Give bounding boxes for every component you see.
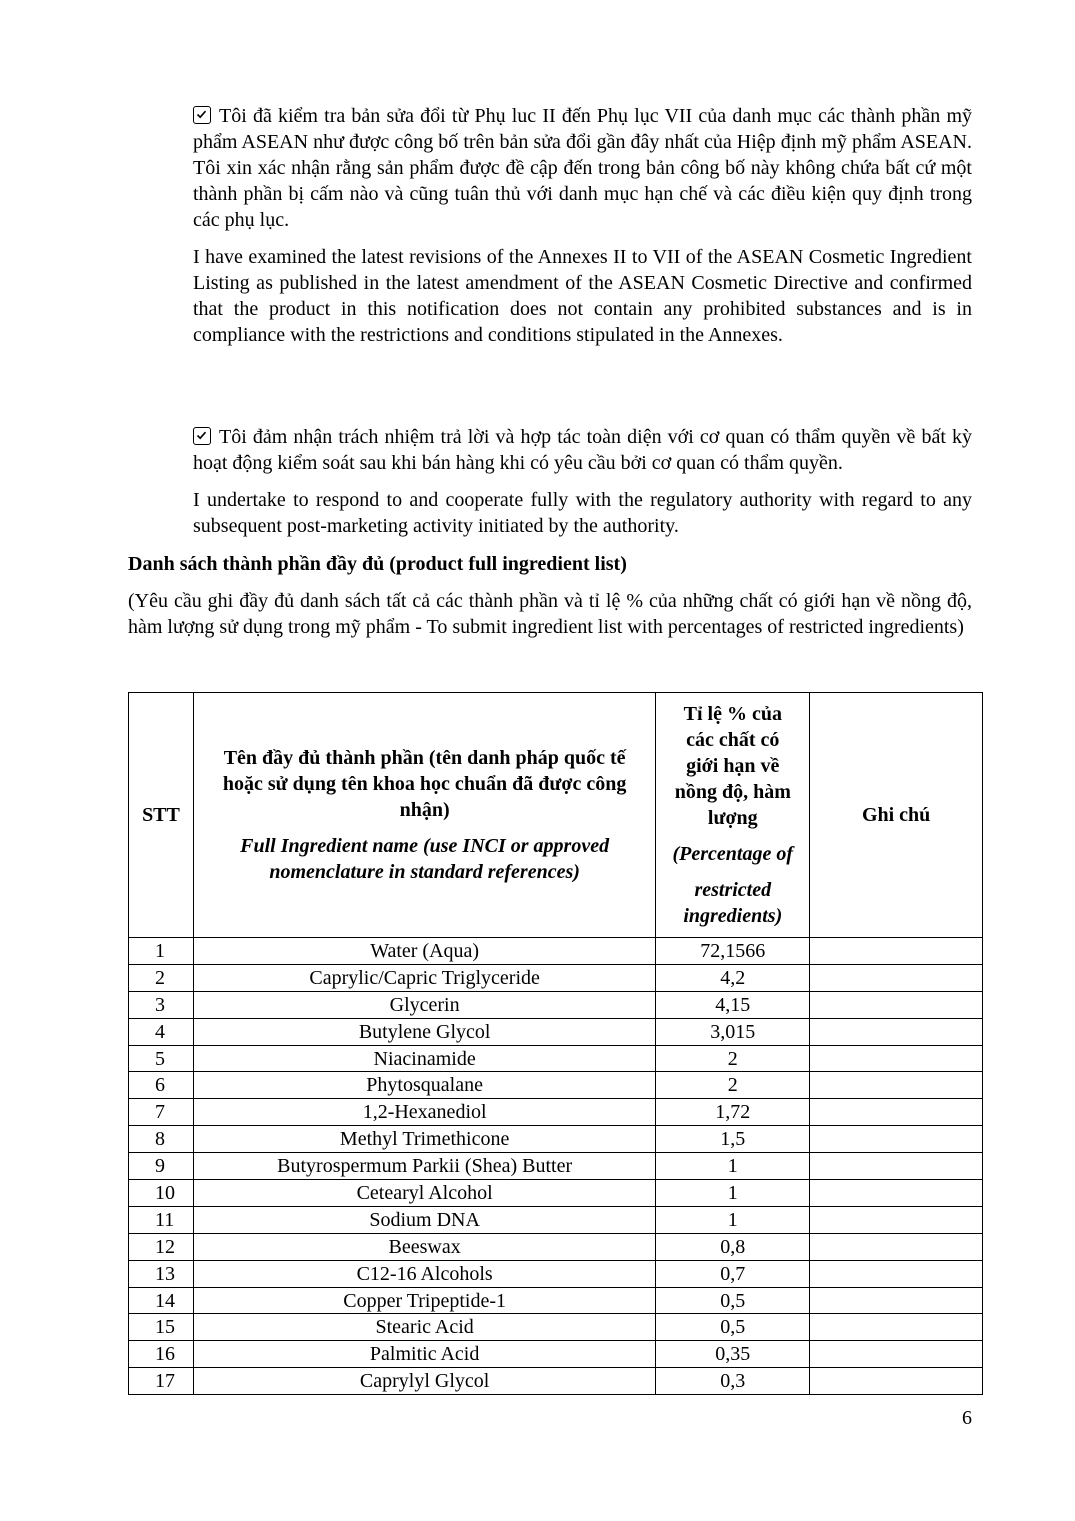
cell-percentage: 3,015 <box>656 1018 810 1045</box>
cell-ingredient-name: Cetearyl Alcohol <box>193 1180 655 1207</box>
cell-ingredient-name: C12-16 Alcohols <box>193 1260 655 1287</box>
cell-percentage: 72,1566 <box>656 938 810 965</box>
cell-percentage: 1 <box>656 1206 810 1233</box>
cell-stt: 13 <box>129 1260 194 1287</box>
cell-ingredient-name: Copper Tripeptide-1 <box>193 1287 655 1314</box>
header-name-vi: Tên đầy đủ thành phần (tên danh pháp quốc tế hoặc sử dụng tên khoa học chuẩn đã được công nhận) <box>222 747 627 821</box>
cell-note <box>810 1314 983 1341</box>
cell-note <box>810 1099 983 1126</box>
cell-note <box>810 1233 983 1260</box>
cell-stt: 15 <box>129 1314 194 1341</box>
table-row <box>129 1260 983 1287</box>
header-pct-vi: Tỉ lệ % của các chất có giới hạn về nồng độ, hàm lượng <box>674 703 791 829</box>
cell-note <box>810 1072 983 1099</box>
ingredient-table-body <box>129 938 983 1395</box>
cell-ingredient-name: Methyl Trimethicone <box>193 1126 655 1153</box>
table-header-row <box>129 693 983 938</box>
cell-ingredient-name: Caprylic/Capric Triglyceride <box>193 964 655 991</box>
cell-note <box>810 938 983 965</box>
ingredient-table <box>128 692 983 1395</box>
table-row <box>129 1206 983 1233</box>
cell-percentage: 0,5 <box>656 1287 810 1314</box>
table-row <box>129 1018 983 1045</box>
cell-stt: 3 <box>129 991 194 1018</box>
cell-note <box>810 1287 983 1314</box>
header-pct-en-1: (Percentage of <box>672 843 794 865</box>
cell-stt: 8 <box>129 1126 194 1153</box>
table-row <box>129 1153 983 1180</box>
header-name-en: Full Ingredient name (use INCI or approved nomenclature in standard references) <box>240 835 610 883</box>
cell-note <box>810 1045 983 1072</box>
cell-ingredient-name: Beeswax <box>193 1233 655 1260</box>
cell-percentage: 0,5 <box>656 1314 810 1341</box>
cell-stt: 6 <box>129 1072 194 1099</box>
cell-percentage: 0,35 <box>656 1341 810 1368</box>
cell-stt: 11 <box>129 1206 194 1233</box>
table-row <box>129 1045 983 1072</box>
cell-stt: 9 <box>129 1153 194 1180</box>
cell-stt: 5 <box>129 1045 194 1072</box>
cell-ingredient-name: Sodium DNA <box>193 1206 655 1233</box>
cell-note <box>810 964 983 991</box>
cell-note <box>810 1368 983 1395</box>
table-row <box>129 991 983 1018</box>
table-row <box>129 1099 983 1126</box>
cell-percentage: 4,2 <box>656 964 810 991</box>
declaration-1-vi <box>193 103 972 233</box>
ingredients-heading: Danh sách thành phần đầy đủ (product full ingredient list) <box>128 553 627 575</box>
declaration-1-vi-text: Tôi đã kiểm tra bản sửa đổi từ Phụ luc II đến Phụ lục VII của danh mục các thành phần mỹ phẩm ASEAN như được công bố trên bản sửa đổi gần đây nhất của Hiệp định mỹ phẩm ASEAN. Tôi xin xác nhận rằng sản phẩm được đề cập đến trong bản công bố này không chứa bất cứ một thành phần bị cấm nào và cũng tuân thủ với danh mục hạn chế và các điều kiện quy định trong các phụ lục. <box>193 105 972 231</box>
cell-ingredient-name: Butyrospermum Parkii (Shea) Butter <box>193 1153 655 1180</box>
cell-stt: 10 <box>129 1180 194 1207</box>
table-row <box>129 1072 983 1099</box>
cell-percentage: 2 <box>656 1045 810 1072</box>
table-row <box>129 964 983 991</box>
cell-ingredient-name: Butylene Glycol <box>193 1018 655 1045</box>
cell-stt: 4 <box>129 1018 194 1045</box>
cell-note <box>810 1018 983 1045</box>
page-number: 6 <box>962 1407 972 1429</box>
cell-percentage: 1,5 <box>656 1126 810 1153</box>
declaration-1-en: I have examined the latest revisions of the Annexes II to VII of the ASEAN Cosmetic Ingredient Listing as published in the latest amendment of the ASEAN Cosmetic Directive and confirmed that the product in this notification does not contain any prohibited substances and is in compliance with the restrictions and conditions stipulated in the Annexes. <box>193 246 972 346</box>
cell-note <box>810 1126 983 1153</box>
cell-percentage: 0,8 <box>656 1233 810 1260</box>
table-row <box>129 1314 983 1341</box>
cell-stt: 1 <box>129 938 194 965</box>
cell-note <box>810 1341 983 1368</box>
table-row <box>129 1341 983 1368</box>
cell-stt: 12 <box>129 1233 194 1260</box>
table-row <box>129 1368 983 1395</box>
cell-note <box>810 991 983 1018</box>
cell-ingredient-name: Caprylyl Glycol <box>193 1368 655 1395</box>
cell-percentage: 4,15 <box>656 991 810 1018</box>
cell-note <box>810 1206 983 1233</box>
cell-ingredient-name: Palmitic Acid <box>193 1341 655 1368</box>
header-stt: STT <box>129 693 194 938</box>
table-row <box>129 1233 983 1260</box>
cell-percentage: 1 <box>656 1180 810 1207</box>
cell-ingredient-name: Phytosqualane <box>193 1072 655 1099</box>
declaration-2-en: I undertake to respond to and cooperate fully with the regulatory authority with regard to any subsequent post-marketing activity initiated by the authority. <box>193 489 972 537</box>
cell-note <box>810 1260 983 1287</box>
table-row <box>129 1287 983 1314</box>
cell-ingredient-name: Stearic Acid <box>193 1314 655 1341</box>
table-row <box>129 1180 983 1207</box>
header-percentage <box>656 693 810 938</box>
header-note: Ghi chú <box>810 693 983 938</box>
cell-note <box>810 1180 983 1207</box>
table-row <box>129 1126 983 1153</box>
declaration-2-vi <box>193 424 972 476</box>
cell-stt: 17 <box>129 1368 194 1395</box>
cell-percentage: 0,3 <box>656 1368 810 1395</box>
checkbox-checked-icon[interactable] <box>193 106 211 124</box>
cell-stt: 14 <box>129 1287 194 1314</box>
cell-note <box>810 1153 983 1180</box>
table-row <box>129 938 983 965</box>
declaration-2-vi-text: Tôi đảm nhận trách nhiệm trả lời và hợp tác toàn diện với cơ quan có thẩm quyền về bất kỳ hoạt động kiểm soát sau khi bán hàng khi có yêu cầu bởi cơ quan có thẩm quyền. <box>193 426 972 474</box>
cell-percentage: 2 <box>656 1072 810 1099</box>
ingredients-note: (Yêu cầu ghi đầy đủ danh sách tất cả các thành phần và tỉ lệ % của những chất có giới hạn về nồng độ, hàm lượng sử dụng trong mỹ phẩm - To submit ingredient list with percentages of restricted ingredients) <box>128 590 972 638</box>
cell-percentage: 1 <box>656 1153 810 1180</box>
cell-ingredient-name: Water (Aqua) <box>193 938 655 965</box>
cell-ingredient-name: Niacinamide <box>193 1045 655 1072</box>
cell-ingredient-name: 1,2-Hexanediol <box>193 1099 655 1126</box>
cell-percentage: 1,72 <box>656 1099 810 1126</box>
cell-ingredient-name: Glycerin <box>193 991 655 1018</box>
header-ingredient-name <box>193 693 655 938</box>
header-pct-en-2: restricted ingredients) <box>683 879 783 927</box>
cell-stt: 7 <box>129 1099 194 1126</box>
cell-percentage: 0,7 <box>656 1260 810 1287</box>
cell-stt: 2 <box>129 964 194 991</box>
checkbox-checked-icon[interactable] <box>193 427 211 445</box>
cell-stt: 16 <box>129 1341 194 1368</box>
